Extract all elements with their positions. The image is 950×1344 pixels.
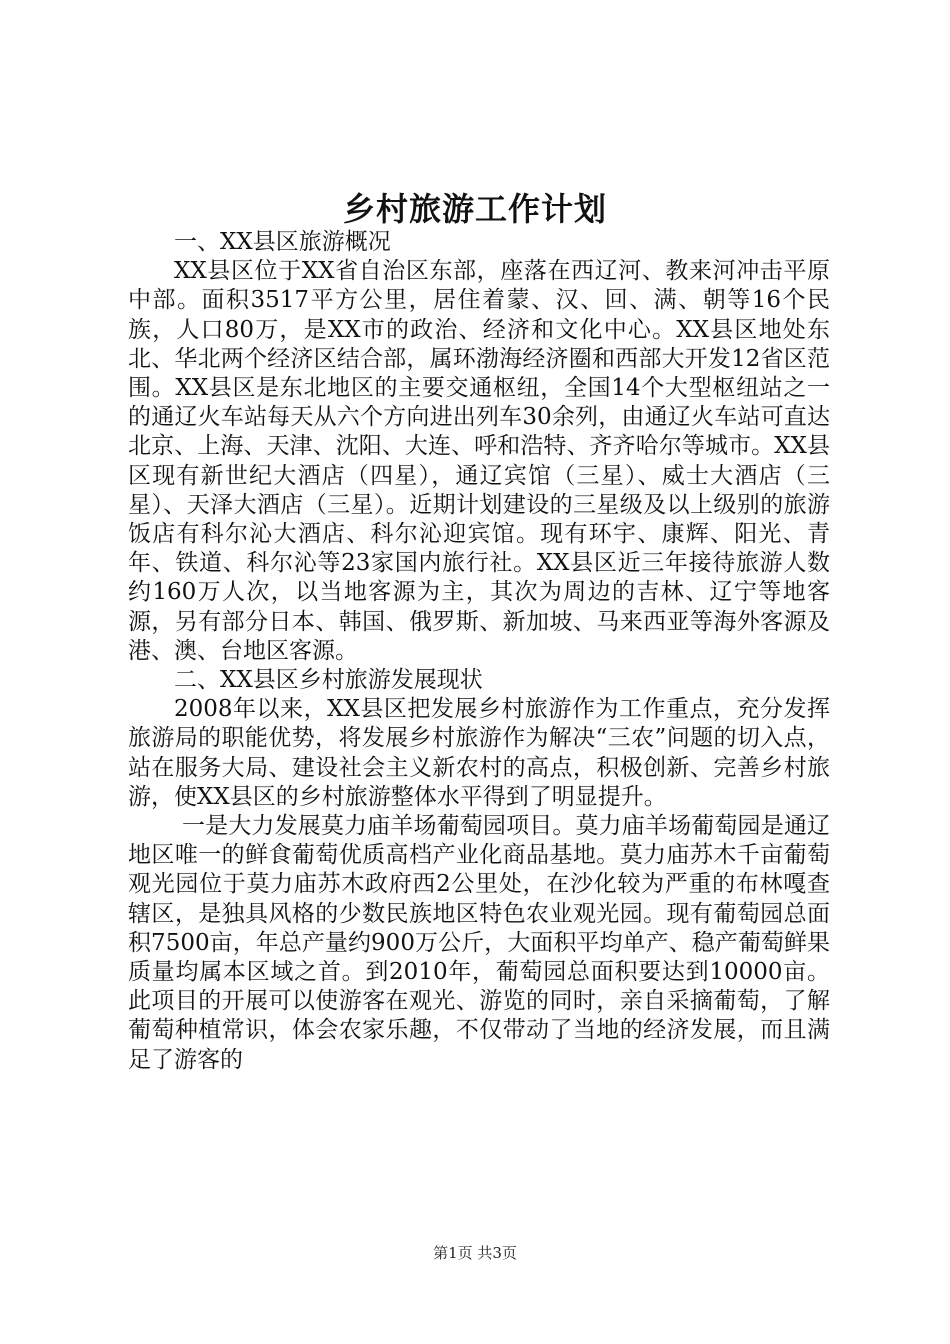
section-heading-overview: 一、XX县区旅游概况 bbox=[174, 229, 391, 255]
paragraph-vineyard-project: 一是大力发展莫力庙羊场葡萄园项目。莫力庙羊场葡萄园是通辽地区唯一的鲜食葡萄优质高档产业化商品基地。莫力庙苏木千亩葡萄观光园位于莫力庙苏木政府西2公里处，在沙化较为严重的布林嘎查辖区，是独具风格的少数民族地区特色农业观光园。现有葡萄园总面积7500亩，年总产量约900万公斤，大面积平均单产、稳产葡萄鲜果质量均属本区域之首。到2010年，葡萄园总面积要达到10000亩。此项目的开展可以使游客在观光、游览的同时，亲自采摘葡萄，了解葡萄种植常识，体会农家乐趣，不仅带动了当地的经济发展，而且满足了游客的 bbox=[128, 813, 830, 1073]
paragraph-status-intro: 2008年以来，XX县区把发展乡村旅游作为工作重点，充分发挥旅游局的职能优势，将发展乡村旅游作为解决“三农”问题的切入点，站在服务大局、建设社会主义新农村的高点，积极创新、完善乡村旅游，使XX县区的乡村旅游整体水平得到了明显提升。 bbox=[128, 696, 830, 810]
section-heading-status: 二、XX县区乡村旅游发展现状 bbox=[174, 667, 483, 694]
paragraph-overview: XX县区位于XX省自治区东部，座落在西辽河、教来河冲击平原中部。面积3517平方公里，居住着蒙、汉、回、满、朝等16个民族，人口80万，是XX市的政治、经济和文化中心。XX县区地处东北、华北两个经济区结合部，属环渤海经济圈和西部大开发12省区范围。XX县区是东北地区的主要交通枢纽，全国14个大型枢纽站之一的通辽火车站每天从六个方向进出列车30余列，由通辽火车站可直达北京、上海、天津、沈阳、大连、呼和浩特、齐齐哈尔等城市。XX县区现有新世纪大酒店（四星），通辽宾馆（三星）、威士大酒店（三星）、天泽大酒店（三星）。近期计划建设的三星级及以上级别的旅游饭店有科尔沁大酒店、科尔沁迎宾馆。现有环宇、康辉、阳光、青年、铁道、科尔沁等23家国内旅行社。XX县区近三年接待旅游人数约160万人次，以当地客源为主，其次为周边的吉林、辽宁等地客源，另有部分日本、韩国、俄罗斯、新加坡、马来西亚等海外客源及港、澳、台地区客源。 bbox=[128, 258, 830, 664]
document-title: 乡村旅游工作计划 bbox=[342, 190, 607, 228]
page-footer: 第1页 共3页 bbox=[433, 1244, 517, 1262]
document-body bbox=[128, 228, 830, 1075]
